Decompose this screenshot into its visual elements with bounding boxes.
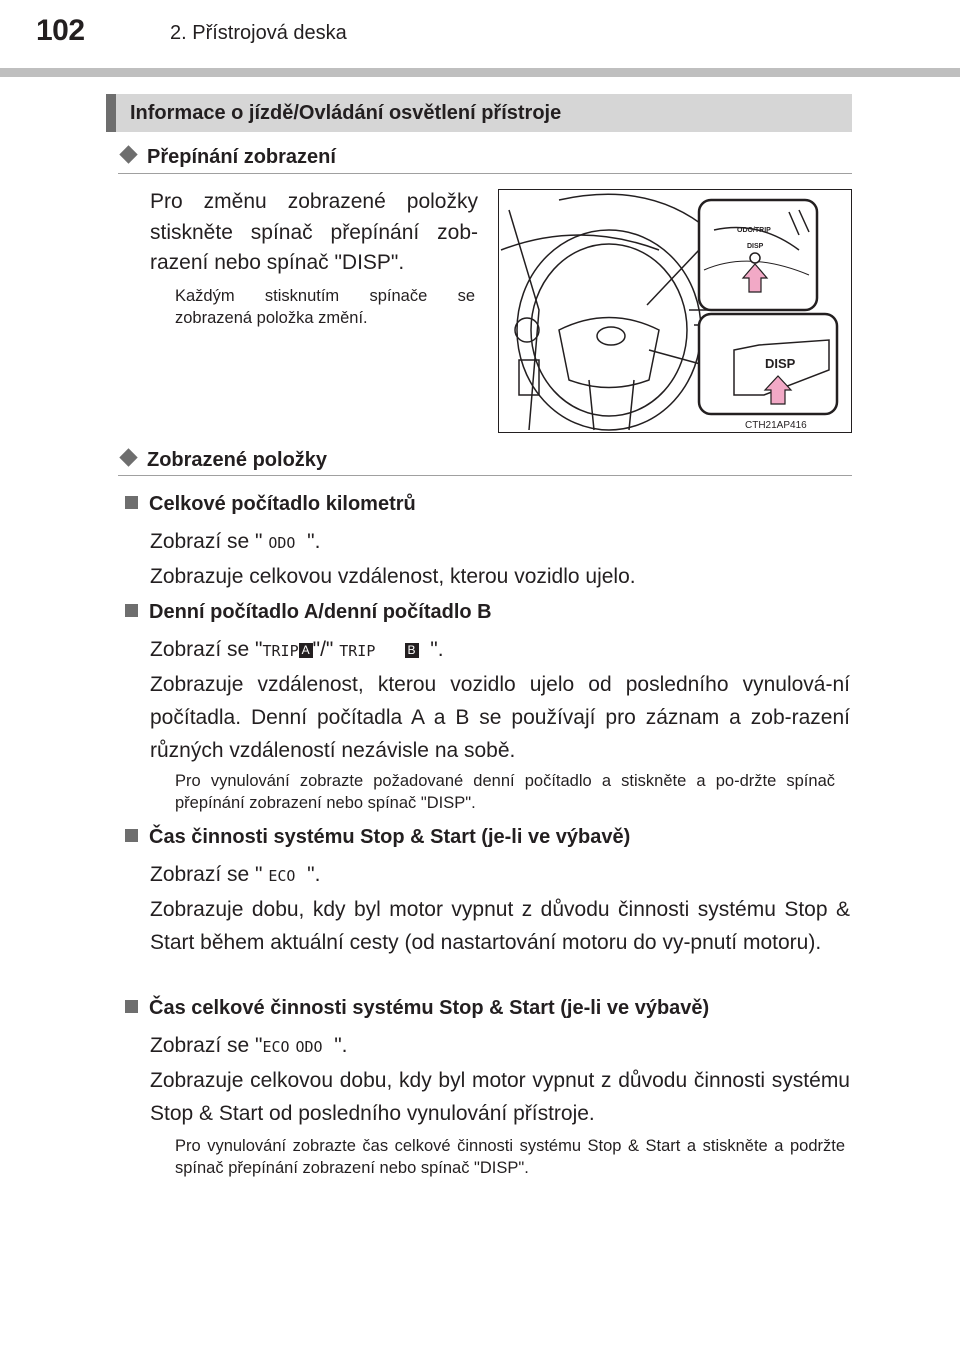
square-bullet-icon: [125, 604, 138, 617]
stop-start-desc: Zobrazuje dobu, kdy byl motor vypnut z důvodu činnosti systému Stop & Start během aktuální cesty (od nastartování motoru do vy-pnutí motoru).: [150, 898, 850, 954]
heading-stop-start-total-label: Čas celkové činnosti systému Stop & Start (je-li ve výbavě): [149, 997, 710, 1019]
subheading-rule: [118, 173, 852, 174]
odo-indicator: ODO: [268, 534, 296, 552]
shows-suffix: ".: [430, 638, 444, 661]
trip-note: Pro vynulování zobrazte požadované denní počítadlo a stiskněte a po-držte spínač přepínání zobrazení nebo spínač "DISP".: [175, 772, 835, 812]
diamond-icon: [119, 448, 137, 466]
subheading-rule: [118, 475, 852, 476]
trip-shows: [150, 633, 850, 668]
steering-wheel-figure: [498, 189, 852, 433]
trip-b-badge: B: [405, 643, 419, 658]
eco-indicator: ECO: [268, 867, 296, 885]
section-title: Informace o jízdě/Ovládání osvětlení přístroje: [130, 102, 562, 124]
shows-prefix: Zobrazí se ": [150, 1034, 263, 1057]
odometer-shows: [150, 525, 850, 560]
stop-start-total-shows: [150, 1029, 850, 1064]
stop-start-total-desc: Zobrazuje celkovou dobu, kdy byl motor vypnut z důvodu činnosti systému Stop & Start od posledního vynulování přístroje.: [150, 1069, 850, 1125]
trip-a-badge: A: [299, 643, 313, 658]
section-title-bar: [106, 94, 852, 132]
shows-prefix: Zobrazí se ": [150, 530, 263, 553]
subheading-items: [122, 449, 327, 472]
heading-stop-start: [125, 826, 630, 849]
heading-trip: [125, 601, 492, 624]
odometer-desc: Zobrazuje celkovou vzdálenost, kterou vozidlo ujelo.: [150, 565, 636, 588]
heading-stop-start-total: [125, 997, 709, 1020]
heading-trip-label: Denní počítadlo A/denní počítadlo B: [149, 601, 492, 623]
square-bullet-icon: [125, 829, 138, 842]
switching-text: Pro změnu zobrazené položky stiskněte spínač přepínání zob-razení nebo spínač "DISP".: [150, 190, 478, 274]
heading-odometer-label: Celkové počítadlo kilometrů: [149, 493, 416, 515]
subheading-switching-label: Přepínání zobrazení: [147, 146, 336, 168]
subheading-items-label: Zobrazené položky: [147, 449, 328, 471]
odo-indicator: ODO: [295, 1038, 323, 1056]
heading-odometer: [125, 493, 416, 516]
stop-start-total-note: Pro vynulování zobrazte čas celkové činnosti systému Stop & Start a stiskněte a podržte spínač přepínání zobrazení nebo spínač "DISP".: [175, 1137, 845, 1177]
disp-small-label: DISP: [747, 243, 764, 250]
square-bullet-icon: [125, 1000, 138, 1013]
trip-desc: Zobrazuje vzdálenost, kterou vozidlo ujelo od posledního vynulová-ní počítadla. Denní počítadla A a B se používají pro záznam a zob-razení různých vzdáleností nezávisle na sobě.: [150, 673, 850, 762]
heading-stop-start-label: Čas činnosti systému Stop & Start (je-li ve výbavě): [149, 826, 631, 848]
header-rule: [0, 68, 960, 77]
figure-code: CTH21AP416: [745, 420, 807, 431]
shows-suffix: ".: [307, 530, 321, 553]
trip-b-indicator: TRIP: [339, 642, 376, 660]
trip-a-indicator: TRIP: [262, 642, 299, 660]
shows-suffix: ".: [334, 1034, 348, 1057]
subheading-switching: [122, 146, 336, 169]
chapter-title: 2. Přístrojová deska: [170, 22, 347, 44]
disp-label: DISP: [765, 356, 796, 371]
stop-start-shows: [150, 858, 850, 893]
odo-trip-label: ODO/TRIP: [737, 227, 771, 234]
shows-prefix: Zobrazí se ": [150, 638, 263, 661]
square-bullet-icon: [125, 496, 138, 509]
shows-prefix: Zobrazí se ": [150, 863, 263, 886]
switching-note: Každým stisknutím spínače se zobrazená položka změní.: [175, 287, 475, 327]
shows-suffix: ".: [307, 863, 321, 886]
trip-separator: "/": [312, 638, 334, 661]
diamond-icon: [119, 145, 137, 163]
page-number: 102: [36, 14, 85, 47]
steering-wheel-illustration: [499, 190, 851, 432]
eco-indicator: ECO: [262, 1038, 290, 1056]
